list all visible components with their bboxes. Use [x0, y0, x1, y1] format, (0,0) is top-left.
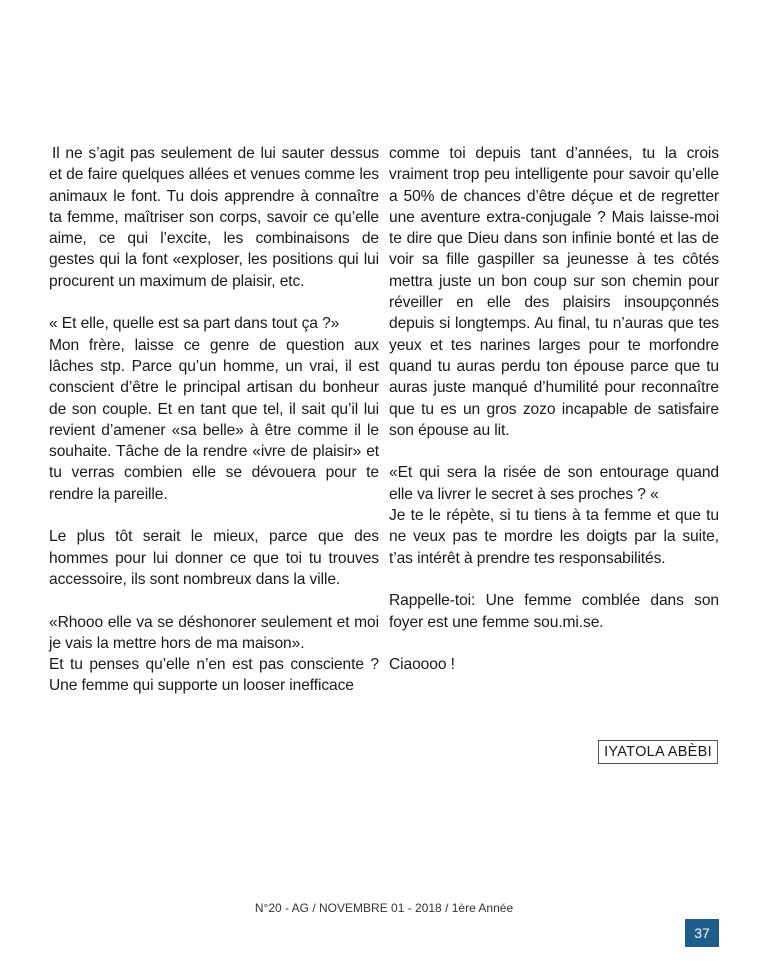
- paragraph: «Et qui sera la risée de son entourage quand elle va livrer le secret à ses proches ? «: [389, 464, 719, 503]
- paragraph: « Et elle, quelle est sa part dans tout ça ?»: [49, 315, 340, 333]
- article-left-column: [49, 143, 379, 697]
- paragraph: Je te le répète, si tu tiens à ta femme et que tu ne veux pas te mordre les doigts par la suite, t’as intérêt à prendre tes responsabilités.: [389, 507, 719, 567]
- paragraph: comme toi depuis tant d’années, tu la crois vraiment trop peu intelligente pour savoir qu’elle a 50% de chances d’être déçue et de regretter une aventure extra-conjugale ? Mais laisse-moi te dire que Dieu dans son infinie bonté et las de voir sa fille gaspiller sa jeunesse à tes côtés mettra juste un bon coup sur son chemin pour réveiller en elle des plaisirs insoupçonnés depuis si longtemps. Au final, tu n’auras que tes yeux et tes narines larges pour te morfondre quand tu auras perdu ton épouse parce que tu auras juste manqué d’humilité pour reconnaître que tu es un gros zozo incapable de satisfaire son épouse au lit.: [389, 145, 719, 439]
- paragraph: Le plus tôt serait le mieux, parce que des hommes pour lui donner ce que toi tu trouves accessoire, ils sont nombreux dans la ville.: [49, 528, 379, 588]
- paragraph: Rappelle-toi: Une femme comblée dans son foyer est une femme sou.mi.se.: [389, 592, 719, 631]
- author-signature: IYATOLA ABÈBI: [598, 740, 718, 764]
- paragraph: «Rhooo elle va se déshonorer seulement et moi je vais la mettre hors de ma maison».: [49, 613, 379, 652]
- paragraph: Ciaoooo !: [389, 656, 455, 674]
- paragraph: Et tu penses qu’elle n’en est pas consciente ? Une femme qui supporte un looser inefficace: [49, 656, 379, 695]
- article-right-column: [389, 143, 719, 675]
- paragraph: Mon frère, laisse ce genre de question aux lâches stp. Parce qu’un homme, un vrai, il est conscient d’être le principal artisan du bonheur de son couple. Et en tant que tel, il sait qu’il lui revient d’amener «sa belle» à être comme il le souhaite. Tâche de la rendre «ivre de plaisir» et tu verras combien elle se dévouera pour te rendre la pareille.: [49, 336, 379, 503]
- paragraph: Il ne s’agit pas seulement de lui sauter dessus et de faire quelques allées et venues comme les animaux le font. Tu dois apprendre à connaître ta femme, maîtriser son corps, savoir ce qu’elle aime, ce qui l’excite, les combinaisons de gestes qui la font «exploser, les positions qui lui procurent un maximum de plaisir, etc.: [49, 145, 379, 290]
- issue-footer: N°20 - AG / NOVEMBRE 01 - 2018 / 1ère Année: [254, 901, 514, 915]
- page-number: 37: [685, 919, 719, 947]
